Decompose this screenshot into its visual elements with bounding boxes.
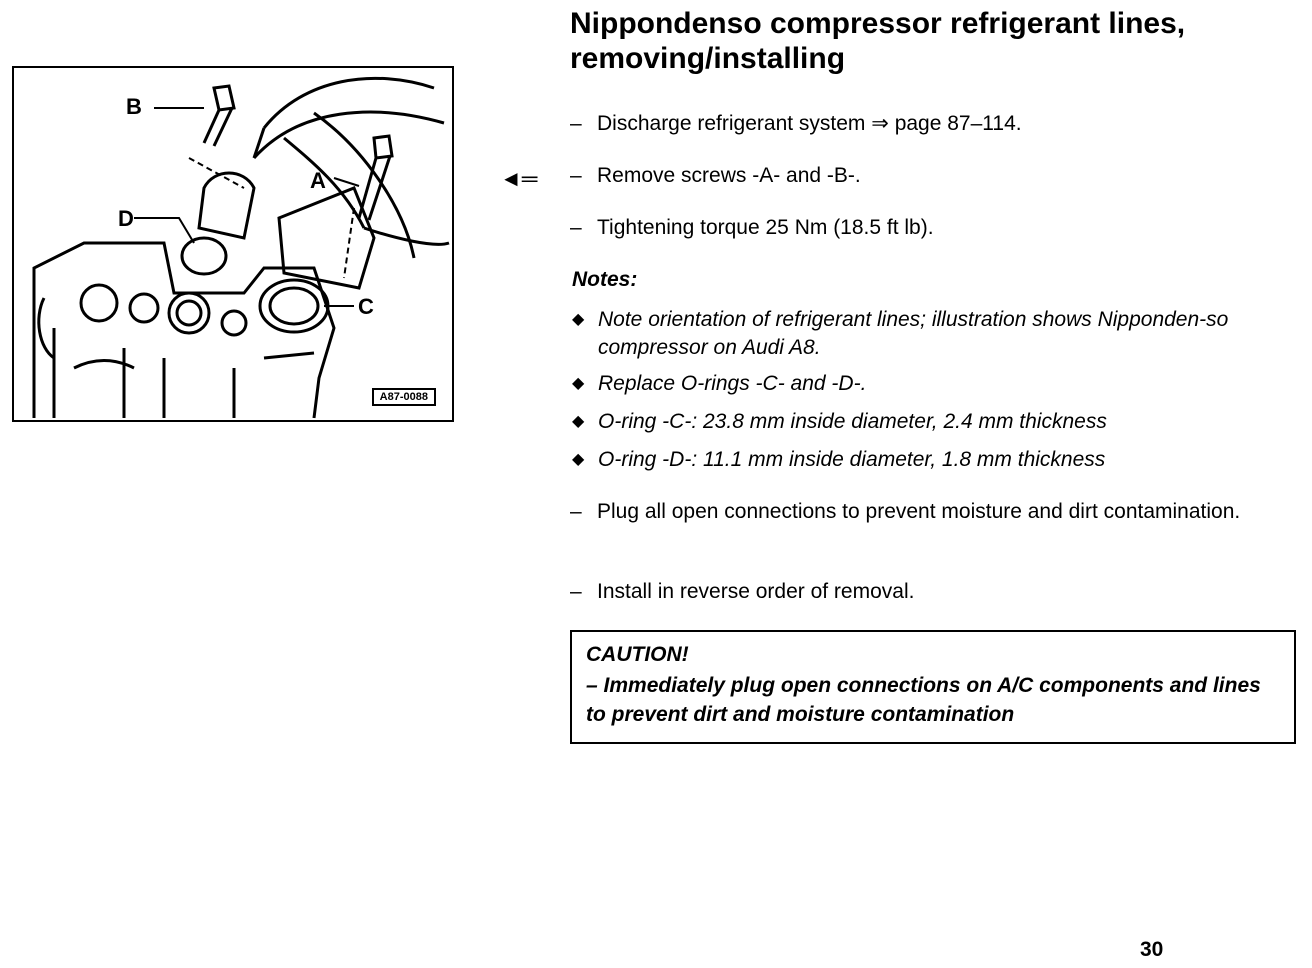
note-text: O-ring -D-: 11.1 mm inside diameter, 1.8 mm thickness (598, 448, 1106, 471)
note-item (572, 370, 1302, 398)
caution-text: – Immediately plug open connections on A/C components and lines to prevent dirt and moisture contamination (586, 674, 1261, 726)
figure-label-d: D (118, 206, 134, 231)
pointer-arrow-icon: ◄═ (500, 166, 538, 191)
figure-label-c: C (358, 294, 374, 319)
step-plug-connections (570, 498, 1300, 526)
step-dash: – (570, 580, 582, 603)
step-dash: – (570, 112, 582, 135)
note-item (572, 446, 1302, 474)
note-text: Note orientation of refrigerant lines; illustration shows Nipponden-so compressor on Audi A8. (598, 308, 1229, 359)
note-item (572, 306, 1302, 362)
compressor-illustration (12, 66, 454, 422)
bullet-icon: ◆ (572, 375, 585, 392)
step-text: Discharge refrigerant system ⇒ page 87–114. (597, 112, 1022, 135)
step-dash: – (570, 164, 582, 187)
bullet-icon: ◆ (572, 413, 585, 430)
caution-box (570, 630, 1296, 744)
compressor-drawing (14, 68, 454, 422)
step-dash: – (570, 500, 582, 523)
step-text: Plug all open connections to prevent moisture and dirt contamination. (597, 500, 1241, 523)
page-title: Nippondenso compressor refrigerant lines, removing/installing (570, 7, 1186, 75)
caution-heading: CAUTION! (586, 643, 689, 666)
step-text: Install in reverse order of removal. (597, 580, 915, 603)
step-remove-screws (570, 162, 1300, 190)
note-item (572, 408, 1302, 436)
bullet-icon: ◆ (572, 451, 585, 468)
notes-heading: Notes: (572, 268, 638, 291)
step-install (570, 578, 1300, 606)
bullet-icon: ◆ (572, 311, 585, 328)
step-text: Remove screws -A- and -B-. (597, 164, 861, 187)
step-torque (570, 214, 1300, 242)
step-discharge (570, 110, 1300, 138)
page-number: 30 (1140, 938, 1164, 961)
figure-label-a: A (310, 168, 326, 193)
note-text: O-ring -C-: 23.8 mm inside diameter, 2.4 mm thickness (598, 410, 1107, 433)
note-text: Replace O-rings -C- and -D-. (598, 372, 867, 395)
step-dash: – (570, 216, 582, 239)
figure-code: A87-0088 (372, 388, 436, 406)
step-text: Tightening torque 25 Nm (18.5 ft lb). (597, 216, 934, 239)
figure-label-b: B (126, 94, 142, 119)
